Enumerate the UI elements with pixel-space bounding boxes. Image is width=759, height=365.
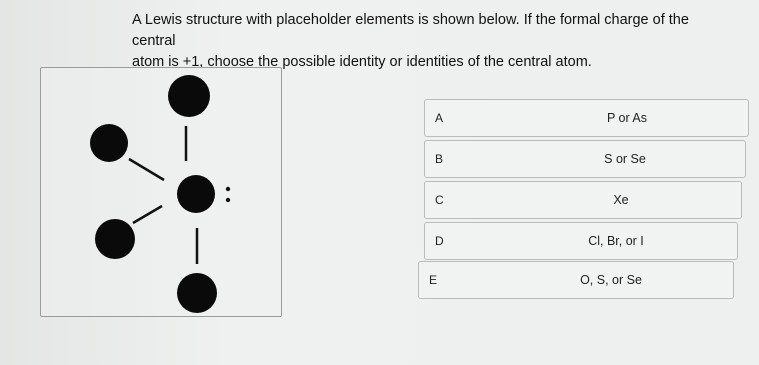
option-e[interactable] bbox=[418, 261, 734, 299]
option-b-answer: S or Se bbox=[604, 152, 646, 166]
bond-upper-left bbox=[129, 159, 164, 180]
option-d-answer: Cl, Br, or I bbox=[588, 234, 644, 248]
option-b-letter: B bbox=[435, 152, 444, 166]
option-d-letter: D bbox=[435, 234, 444, 248]
option-a-letter: A bbox=[435, 111, 444, 125]
bond-lower-left bbox=[133, 206, 162, 223]
question-line-1: A Lewis structure with placeholder elements is shown below. If the formal charge of the central bbox=[132, 12, 689, 49]
option-b[interactable] bbox=[424, 140, 746, 178]
lone-pair-dot-2 bbox=[226, 198, 230, 202]
atom-top bbox=[168, 75, 210, 117]
atom-upper-left bbox=[90, 124, 128, 162]
option-c-letter: C bbox=[435, 193, 444, 207]
atom-central bbox=[177, 175, 215, 213]
atom-bottom bbox=[177, 273, 217, 313]
option-e-answer: O, S, or Se bbox=[580, 273, 642, 287]
option-d[interactable] bbox=[424, 222, 738, 260]
question-line-2: atom is +1, choose the possible identity or identities of the central atom. bbox=[132, 54, 592, 70]
option-e-letter: E bbox=[429, 273, 438, 287]
option-c-answer: Xe bbox=[613, 193, 629, 207]
option-c[interactable] bbox=[424, 181, 742, 219]
lewis-structure-diagram bbox=[40, 67, 282, 317]
atom-lower-left bbox=[95, 219, 135, 259]
option-a[interactable] bbox=[424, 99, 749, 137]
lewis-structure-svg bbox=[41, 68, 283, 318]
lone-pair-dot-1 bbox=[226, 187, 230, 191]
option-a-answer: P or As bbox=[606, 111, 648, 125]
question-text bbox=[132, 10, 692, 73]
